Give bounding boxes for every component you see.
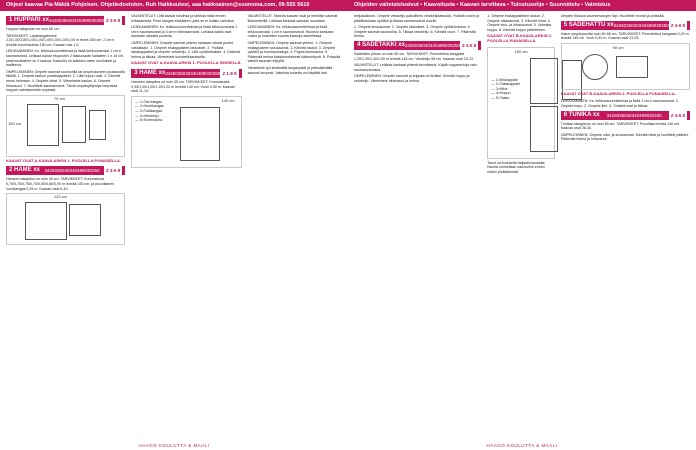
pattern-5-title: 5 SADEHATTU xx [563,21,614,28]
pattern-6-text: Tunikan takapituus on noin 65 cm. TARVIKKEET: Puuvillaa leveää 140 cm. Kaavan osat 26-30. [560,121,680,131]
pattern-piece-hame3 [180,107,220,161]
right-col-1 [354,14,481,440]
pattern-6-title: 6 TUNIKA xx [563,111,600,118]
legend-item: — 3=Hiha [491,87,520,92]
left-col-1 [6,14,125,440]
right-col-3 [561,14,690,440]
pattern-5-leikkaaminen: LEIKKAAMINEN: Ks. leikkuusuunnitelmaa ja lisää 1 cm:n saumanvarat. 1. Ompele kupu. 2. Ompele lieri. 3. Yhdistä osat ja tikkaa. [560,99,679,108]
pattern-1-intro: Huppari takapolau on noin 60 cm. [6,27,60,31]
pattern-6-size: Z 4-6 8 [670,112,685,118]
pattern-5-size: Z 4-6 8 [670,22,685,28]
right-page-header: Ohjeiden valmistelusivut ▪ Kaavoitusta ▪ Kaavan tarvittava ▪ Tulostusohje ▪ Suunnittelu ▪ Valmistus [348,0,696,11]
pattern-piece-back [62,106,86,143]
legend-item: — 3=Tukikangas [135,109,164,114]
col3-viimeistely: Viimeistele työ siistimällä langanpäät ja prässäämällä saumat kevyesti. Valmista tuotetta voi käyttää heti. [247,65,333,75]
pattern-2-title-bar [6,166,125,175]
legend-item: — 5=Tasku [491,96,520,101]
pattern-1-ompeleminen: OMPELEMINEN: Ompele saumat saumurilla tai ompelukoneen joustavalla tikkillä. 1. Ompele taskun pussikappaleet. 2. Liitä hupun osat. 3. Kiinnitä resori helmaan. 4. Ompele hihat. 5. Viimeistele kaulus. 6. Ompele hihansuut. 7. Huolittele saumanvarat. Tämä ompelujärjestys helpottaa huppari valmistumista nopeasti. [6,69,125,93]
pattern-4-title-bar [354,41,481,50]
pattern-3-code: 3426036040340489030250 [165,70,221,76]
pattern-4-code: 3426036040340489030250 [404,42,460,48]
pattern-5-text: Hatun ympärysmitta noin 50-56 cm. TARVIKKEET: Pinnoitettua kangasta 0,40 m leveää 145 cm. Vuori 0,40 m. Kaavan osat 23-25. [560,31,689,41]
legend-item: — 1=Tav kangas [135,100,164,105]
pattern-6-code: 3426036040340489030250 [606,112,662,118]
pattern-5-code: 3426036040340489030250 [613,22,669,28]
diagram-dim-side: 150 cm [8,121,22,127]
pattern-1-title: 1 HUPPARI xx [9,17,49,23]
pattern-5-layout-diagram [561,43,690,90]
pattern-3-text: Hameen takapitus on noin 45 cm. TARVIKKEET: Kunnostusta 0,95/1,00/1,05/1,10/1,20 m leveää 140 cm. Vuori 0,50 m. Kaavan osat 11-14. [131,79,235,94]
left-page-footer: HAAGO KOULUTTA & MAALI [138,443,210,448]
r-col1-text-1: ketjuaukkoon. Ompele vetoketju paikoilleen vetoketjutassulla. Yhdistä vuorin ja päällikankaan vyötärö ja tikkaa saumanvarat vuoriin. [354,14,480,23]
pattern-5-caption: KAAVAT OVAT B-KAAVA-ARKIN 2. PUOLELLA PUNAISELLA. [560,90,676,96]
pattern-1-leikkaaminen: LEIKKAAMINEN: Ks. leikkuusuunnitelmaa ja lisää leikkuuvaroksi 1 cm:n saumanvarat. Leikkaa tuplan etupuolen 2 taskuosaan kaitaleen 1 x 16 cm, yhdenmukainen on 2 taskua. Kaavoilu on kaikkien osien sovitukset ja mallinnus. [6,49,125,68]
right-columns [354,14,690,440]
legend-item: — 2=Vuorikangas [135,104,164,109]
pattern-piece-sleeve [89,110,106,140]
pattern-1-caption: KAAVAT OVAT A-KAAVA-ARKIN 1. PUOLELLA PUNAISELLA. [6,157,121,163]
pattern-2-title: 2 HAME xx [9,167,41,174]
pattern-2-layout-diagram [6,193,125,245]
pattern-1-title-bar [6,16,125,25]
col3-ompeleminen: OMPELEMINEN: Ompele saumat yhteen. 1. Ompele etukappaleen sivusaumat. 2. Kiinnitä taskut. 3. Ompele vyötärö ja kuminauhakuja. 4. Pujota kuminauha. 5. Päärmää helma kaksinkertaisesti käännettynä. 6. Prässää valmiit saumat höyryllä. [247,40,341,64]
legend-item: — 5=Kuminauha [135,118,164,123]
pattern-piece-hat-brim [582,54,608,80]
left-col-3 [248,14,342,440]
legend-item: — 4=Huppu [491,91,520,96]
pattern-3-title: 3 HAME xx [134,69,166,76]
col2-ompeleminen: OMPELEMINEN: Ompele saumat yhteen kankaan oikeat puolet vastakkain. 1. Ompele etukappaleen laskokset. 2. Yhdistä takakappaleet ja ompele vetoketju. 3. Liitä vyötärökaitale. 4. Käännä helma ja tikkaa. Viimeistele koristetikkauksella. [131,40,240,59]
pattern-2-size: Z 4-6 8 [105,168,121,174]
pattern-2-code: 3426036040340489030250 [44,168,100,174]
legend-item: — 2=Takakappale [491,82,520,87]
pattern-piece-skirt [25,202,67,240]
col2-leikkaaminen: LEIKKAAMINEN: Ks. leikkuusuunnitelmaa ja lisää leikkuuvaroksi 1 cm:n saumanvarat ja 3 cm:n helmaanvarat. Leikkaa kaikki osat kankaan oikealta puolelta. [131,25,238,39]
pattern-2-text: Hameen takapitus on noin 40 cm. TARVIKKEET: Kunnostusta 0,75/0,75/0,75/0,70/0,80/0,80/0,90 m leveää 150 cm, ja puuvillainen vuorikangas 0,25 m. Kaavan osat 6-10. [6,177,115,191]
diagram-dim-top-2: 120 cm [53,194,68,200]
pattern-1-tarvikkeet: TARVIKKEET: Lapsilangatimme 2,5/1,00/3,80/1,00/1,00/1,00/1,00/1,00/1,00 m leveä 165 cm; 2 cm:n leveää resorinauhaa 150 cm. Kaavan osa 1-5. [6,33,115,47]
col3-leikkaaminen: LEIKKAAMINEN: Ks. leikkuusuunnitelmaa ja lisää leikkuuvaroksi 1 cm:n saumanvarat. Huomioi kankaan nukka ja kuvioiden suunta kaavoja asetellessa. [247,25,334,39]
right-col-2 [487,14,555,440]
pattern-4-title: 4 SADETAKKI xx [357,41,405,48]
right-page [348,0,696,450]
diagram-dim-top-4: 160 cm [514,48,528,54]
pattern-piece-coat-back [530,106,558,152]
pattern-3-layout-diagram [131,96,241,168]
pattern-5-title-bar [561,21,690,30]
pattern-4-ompeleminen: OMPELEMINEN: Ompele saumat ja teippaa ne tiiviiksi. Kiinnitä huppu ja vetoketju. Viimeistele hihansuut ja helma. [354,74,470,83]
pattern-6-ompeleminen: OMPELEMINEN: Ompele olka- ja sivusaumat. Kiinnitä hihat ja huolittele pääntie. Päärmää helma ja hihansuut. [560,132,690,142]
diagram-dim-top-5: 90 cm [612,44,624,50]
r-col3-text-1: Ompele tikkaus saumanvarojen läpi. Huolittele reunat ja prässää. [560,14,665,18]
r-col2-text-2: Tasot voi koristella heijastinnauhalla. Nauha ommellaan saumoihin ennen niiden yhdistämistä. [487,160,546,174]
pattern-piece-front [27,104,59,146]
pattern-3-size: Z 1-8 8 [222,70,237,76]
diagram-dim-top: 70 cm [53,95,65,101]
pattern-4-layout-diagram [487,47,555,159]
pattern-1-layout-diagram [6,95,125,157]
pattern-3-legend [135,100,164,123]
col2-valmistelut: VALMISTELUT: Liitä kaavat toisiinsa ja tarkista mitat ennen leikkaamista. Pese kangas etukäteen, jotta se ei kutistu valmiina. [131,14,235,23]
pattern-3-title-bar [131,69,241,78]
r-col1-text-2: 1. Ompele sivusaumat. 2. Ompele laskokset. 3. Ompele vyötärönauha. 4. Ompele saumat saumurilla. 5. Tikkaa vetoketju. 6. Kiinnitä vuori. 7. Päärmää helma. [354,25,476,39]
pattern-4-valmistelut: VALMISTELUT: Leikkaa kankaat yhtenä kerroksena. Käytä nuppineuloja vain saumanvaroissa. [354,63,477,72]
legend-item: — 1=Etukappale [491,78,520,83]
col2-caption: KAAVAT OVAT A-KAAVA-ARKIN 1. PUOLELLA SINISELLÄ. [131,60,242,66]
pattern-4-text: Sadetakin pituus on noin 65 cm. TARVIKKEET: Pinnoitettua kangasta 1,20/1,30/1,40/1,50 m leveää 145 cm. Vetoketju 55 cm. Kaavan osat 15-22. [354,51,475,61]
pattern-piece-skirt-back [69,204,101,236]
r-col2-caption: KAAVAT OVAT B-KAAVA-ARKIN 2. PUOLELLA PUNAISELLA. [487,33,553,43]
legend-item: — 4=Vetoketju [135,114,164,119]
right-page-footer: HAAGO KOULUTTA & MAALI [486,443,558,448]
pattern-6-title-bar [561,111,690,120]
pattern-piece-coat-front [530,58,558,104]
pattern-1-code: 3426036040340489030250 [48,18,104,23]
left-columns [6,14,342,440]
col3-valmistelut: VALMISTELUT: Tarkista kaavan osat ja merkitse saumat liitumerkeillä. Leikkaa kankaat samaan suuntaan. [247,14,338,23]
pattern-piece-hat-crown [616,56,648,78]
r-col2-text-1: 1. Ompele etukappaleiden taskut. 2. Ompele olkasaumat. 3. Kiinnitä hihat. 4. Ompele sivu- ja hihasaumat. 5. Valmista huppu. 6. Kiinnitä huppu pääntiehen. [487,14,552,32]
pattern-1-size: Z 4-6 8 [105,18,121,23]
left-page-header: Ohjeet kaavaa Pia Mäkiä Pohjoisen. Ohjetiedostoton. Ruh Haikkoutesi, saa hakkoainen@suomona.com, 09-555 5616 [0,0,348,11]
pattern-4-size: Z 4-6 8 [461,42,477,48]
left-col-2 [131,14,241,440]
pattern-4-legend [491,78,520,101]
diagram-dim-top-3: 140 cm [221,97,235,103]
